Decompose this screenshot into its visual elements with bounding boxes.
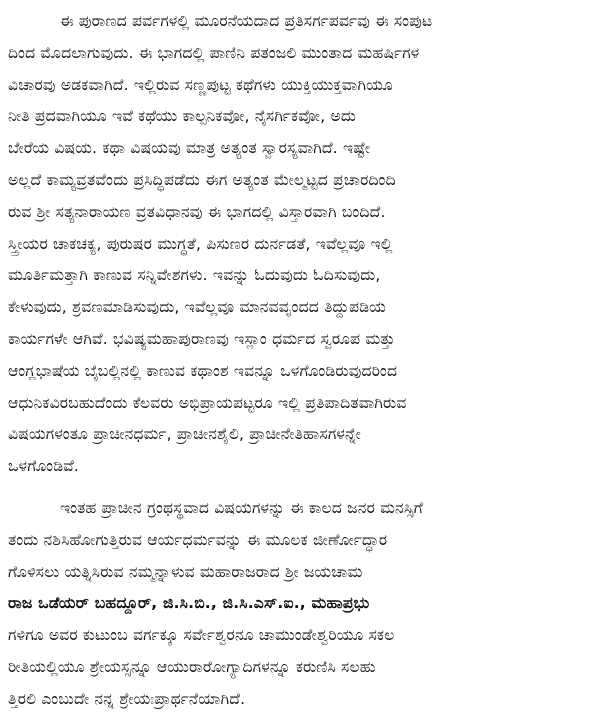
- text-line: ವಿಚಾರವು ಅಡಕವಾಗಿದೆ. ಇಲ್ಲಿರುವ ಸಣ್ಣಪುಟ್ಟ ಕಥೆಗಳು ಯುಕ್ತಿಯುಕ್ತವಾಗಿಯೂ: [8, 75, 393, 94]
- paragraph-1: [8, 6, 592, 483]
- text-line: ಆಂಗ್ಲಭಾಷೆಯ ಬೈಬಲ್ಲಿನಲ್ಲಿ ಕಾಣುವ ಕಥಾಂಶ ಇವನ್ನೂ ಒಳಗೊಂಡಿರುವುದರಿಂದ: [8, 361, 398, 380]
- text-line: ವಿಷಯಗಳಂತೂ ಪ್ರಾಚೀನಧರ್ಮ, ಪ್ರಾಚೀನಶೈಲಿ, ಪ್ರಾಚೀನೇತಿಹಾಸಗಳನ್ನೇ: [8, 425, 362, 444]
- paragraph-2: [8, 493, 592, 716]
- text-line: ಅಲ್ಲದೆ ಕಾಮ್ಯವ್ರತವೆಂದು ಪ್ರಸಿದ್ಧಿಪಡೆದು ಈಗ ಅತ್ಯಂತ ಮೇಲ್ಮಟ್ಟದ ಪ್ರಚಾರದಿಂದಿ: [8, 170, 396, 189]
- paragraph-spacer: [8, 483, 592, 493]
- text-line: ಕೇಳುವುದು, ಶ್ರವಣಮಾಡಿಸುವುದು, ಇವೆಲ್ಲವೂ ಮಾನವವೃಂದದ ತಿದ್ದುಪಡಿಯ: [8, 298, 386, 317]
- text-line: ಈ ಪುರಾಣದ ಪರ್ವಗಳಲ್ಲಿ ಮೂರನೆಯದಾದ ಪ್ರತಿಸರ್ಗಪರ್ವವು ಈ ಸಂಪುಟ: [60, 12, 433, 30]
- text-line: ಆಧುನಿಕವಿರಬಹುದೆಂದು ಕೆಲವರು ಅಭಿಪ್ರಾಯಪಟ್ಟರೂ ಇಲ್ಲಿ ಪ್ರತಿಪಾದಿತವಾಗಿರುವ: [8, 393, 407, 412]
- text-line: ಮೂರ್ತಿಮತ್ತಾಗಿ ಕಾಣುವ ಸನ್ನಿವೇಶಗಳು. ಇವನ್ನು ಓದುವುದು ಓದಿಸುವುದು,: [8, 266, 381, 285]
- text-line: ಸ್ತ್ರೀಯರ ಚಾಕಚಕ್ಯ, ಪುರುಷರ ಮುಗ್ಧತೆ, ಪಿಸುಣರ ದುರ್ನಡತೆ, ಇವೆಲ್ಲವೂ ಇಲ್ಲಿ: [8, 234, 393, 253]
- text-line: ನೀತಿ ಪ್ರದವಾಗಿಯೂ ಇವೆ ಕಥೆಯು ಕಾಲ್ಪನಿಕವೋ, ನೈಸರ್ಗಿಕವೋ, ಅದು: [8, 107, 357, 126]
- text-line: ರೀತಿಯಲ್ಲಿಯೂ ಶ್ರೇಯಸ್ಸನ್ನೂ ಆಯುರಾರೋಗ್ಯಾದಿಗಳನ್ನೂ ಕರುಣಿಸಿ ಸಲಹು: [8, 657, 376, 676]
- text-line: ತಂದು ನಶಿಸಿಹೋಗುತ್ತಿರುವ ಆರ್ಯಧರ್ಮವನ್ನು ಈ ಮೂಲಕ ಜೀರ್ಣೋದ್ಧಾರ: [8, 530, 388, 549]
- text-line: ರಾಜ ಒಡೆಯರ್ ಬಹದ್ದೂರ್, ಜಿ.ಸಿ.ಬಿ., ಜಿ.ಸಿ.ಎಸ್.ಐ., ಮಹಾಪ್ರಭು: [8, 594, 370, 613]
- text-line: ದಿಂದ ಮೊದಲಾಗುವುದು. ಈ ಭಾಗದಲ್ಲಿ ಪಾಣಿನಿ ಪತಂಜಲಿ ಮುಂತಾದ ಮಹರ್ಷಿಗಳ: [8, 43, 420, 62]
- text-line: ರುವ ಶ್ರೀ ಸತ್ಯನಾರಾಯಣ ವ್ರತವಿಧಾನವು ಈ ಭಾಗದಲ್ಲಿ ವಿಸ್ತಾರವಾಗಿ ಬಂದಿದೆ.: [8, 202, 386, 221]
- text-line: ಇಂತಹ ಪ್ರಾಚೀನ ಗ್ರಂಥಸ್ಥವಾದ ವಿಷಯಗಳನ್ನು ಈ ಕಾಲದ ಜನರ ಮನಸ್ಸಿಗೆ: [60, 498, 423, 517]
- text-line: ಗೊಳಿಸಲು ಯತ್ನಿಸಿರುವ ನಮ್ಮನ್ನಾಳುವ ಮಹಾರಾಜರಾದ ಶ್ರೀ ಜಯಚಾಮ: [8, 562, 363, 581]
- text-line: ಒಳಗೊಂಡಿವೆ.: [8, 457, 80, 476]
- text-line: ಬೇರೆಯ ವಿಷಯ. ಕಥಾ ವಿಷಯವು ಮಾತ್ರ ಅತ್ಯಂತ ಸ್ವಾರಸ್ಯವಾಗಿದೆ. ಇಷ್ಟೇ: [8, 139, 371, 158]
- text-line: ಕಾರ್ಯಗಳೇ ಆಗಿವೆ. ಭವಿಷ್ಯಮಹಾಪುರಾಣವು ಇಸ್ಲಾಂ ಧರ್ಮದ ಸ್ವರೂಪ ಮತ್ತು: [8, 329, 395, 348]
- text-line: ತ್ತಿರಲಿ ಎಂಬುದೇ ನನ್ನ ಶ್ರೇಯಃಪ್ರಾರ್ಥನೆಯಾಗಿದೆ.: [8, 689, 246, 708]
- text-line: ಗಳಿಗೂ ಅವರ ಕುಟುಂಬ ವರ್ಗಕ್ಕೂ ಸರ್ವೇಶ್ವರನೂ ಚಾಮುಂಡೇಶ್ವರಿಯೂ ಸಕಲ: [8, 626, 395, 645]
